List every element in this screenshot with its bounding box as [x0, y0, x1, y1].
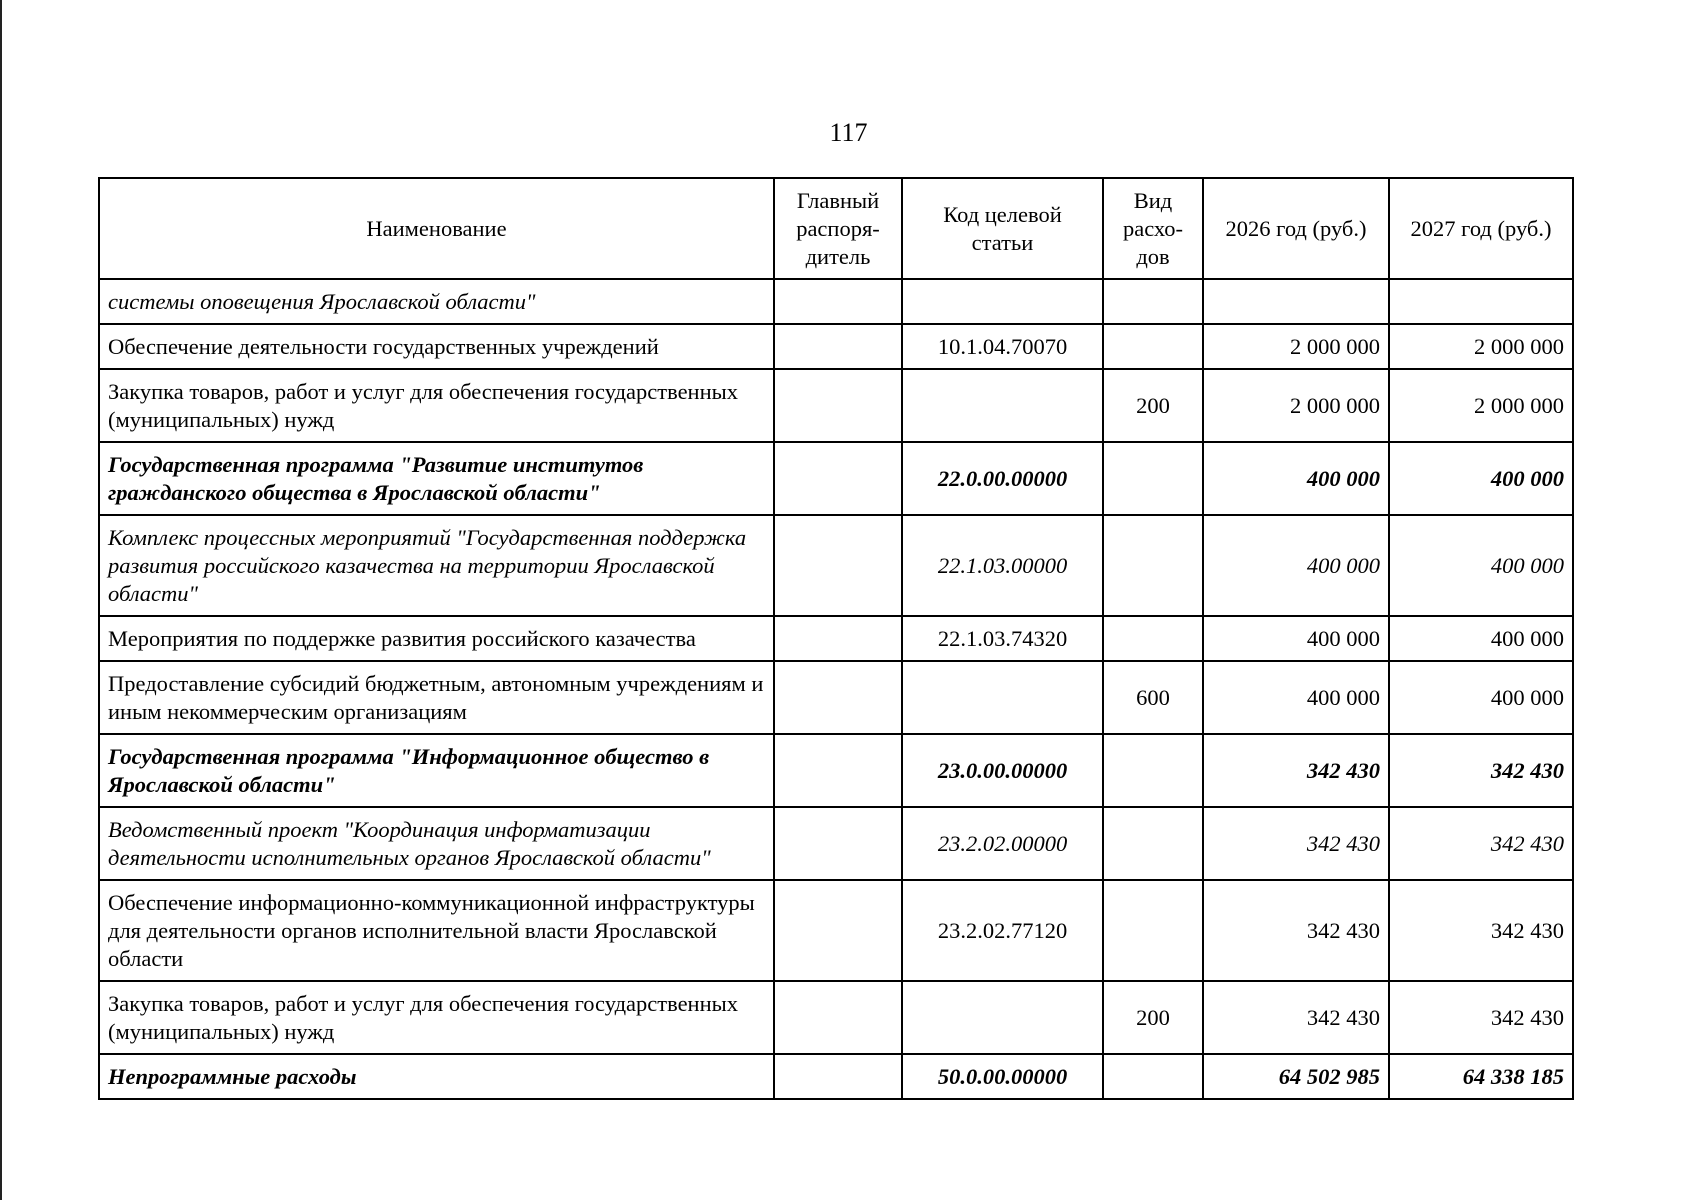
cell-name: Предоставление субсидий бюджетным, автономным учреждениям и иным некоммерческим организациям — [99, 661, 774, 734]
cell-name: Государственная программа "Информационное общество в Ярославской области" — [99, 734, 774, 807]
cell-code: 22.1.03.74320 — [902, 616, 1103, 661]
cell-2026: 400 000 — [1203, 616, 1389, 661]
cell-2027: 342 430 — [1389, 807, 1573, 880]
cell-type: 600 — [1103, 661, 1203, 734]
header-2027: 2027 год (руб.) — [1389, 178, 1573, 279]
cell-2027: 342 430 — [1389, 981, 1573, 1054]
cell-2026: 342 430 — [1203, 880, 1389, 981]
cell-name: Обеспечение информационно-коммуникационной инфраструктуры для деятельности органов исполнительной власти Ярославской области — [99, 880, 774, 981]
cell-dispatcher — [774, 734, 902, 807]
cell-code: 23.2.02.00000 — [902, 807, 1103, 880]
cell-name: системы оповещения Ярославской области" — [99, 279, 774, 324]
cell-dispatcher — [774, 515, 902, 616]
cell-type — [1103, 734, 1203, 807]
cell-dispatcher — [774, 981, 902, 1054]
cell-name: Государственная программа "Развитие институтов гражданского общества в Ярославской области" — [99, 442, 774, 515]
cell-2027: 400 000 — [1389, 661, 1573, 734]
cell-code: 22.1.03.00000 — [902, 515, 1103, 616]
cell-type — [1103, 880, 1203, 981]
header-row — [99, 178, 1573, 279]
header-type: Вид расхо- дов — [1103, 178, 1203, 279]
cell-2026: 400 000 — [1203, 661, 1389, 734]
page-number: 117 — [829, 118, 868, 147]
table-row — [99, 442, 1573, 515]
table-row — [99, 369, 1573, 442]
cell-name: Обеспечение деятельности государственных учреждений — [99, 324, 774, 369]
cell-2027: 64 338 185 — [1389, 1054, 1573, 1099]
cell-code: 10.1.04.70070 — [902, 324, 1103, 369]
cell-name: Ведомственный проект "Координация информатизации деятельности исполнительных органов Ярославской области" — [99, 807, 774, 880]
cell-name: Закупка товаров, работ и услуг для обеспечения государственных (муниципальных) нужд — [99, 981, 774, 1054]
header-code: Код целевой статьи — [902, 178, 1103, 279]
cell-dispatcher — [774, 369, 902, 442]
cell-2026: 400 000 — [1203, 515, 1389, 616]
cell-name: Мероприятия по поддержке развития российского казачества — [99, 616, 774, 661]
cell-2027: 342 430 — [1389, 734, 1573, 807]
budget-table — [98, 177, 1574, 1100]
table-row — [99, 324, 1573, 369]
table-row — [99, 981, 1573, 1054]
scan-edge — [0, 0, 2, 1200]
table-row — [99, 880, 1573, 981]
cell-2026: 64 502 985 — [1203, 1054, 1389, 1099]
cell-code: 22.0.00.00000 — [902, 442, 1103, 515]
cell-code: 50.0.00.00000 — [902, 1054, 1103, 1099]
cell-dispatcher — [774, 807, 902, 880]
header-name: Наименование — [99, 178, 774, 279]
cell-dispatcher — [774, 442, 902, 515]
cell-type: 200 — [1103, 981, 1203, 1054]
cell-type — [1103, 279, 1203, 324]
cell-2027: 400 000 — [1389, 515, 1573, 616]
cell-2027: 400 000 — [1389, 442, 1573, 515]
cell-type — [1103, 324, 1203, 369]
cell-name: Закупка товаров, работ и услуг для обеспечения государственных (муниципальных) нужд — [99, 369, 774, 442]
cell-2026: 342 430 — [1203, 734, 1389, 807]
cell-dispatcher — [774, 880, 902, 981]
cell-2026: 2 000 000 — [1203, 369, 1389, 442]
cell-2026 — [1203, 279, 1389, 324]
table-row — [99, 279, 1573, 324]
cell-2027: 2 000 000 — [1389, 324, 1573, 369]
cell-dispatcher — [774, 1054, 902, 1099]
cell-2027: 400 000 — [1389, 616, 1573, 661]
cell-type — [1103, 515, 1203, 616]
cell-2027 — [1389, 279, 1573, 324]
table-row — [99, 807, 1573, 880]
cell-code — [902, 369, 1103, 442]
cell-dispatcher — [774, 661, 902, 734]
cell-type — [1103, 807, 1203, 880]
table-row — [99, 661, 1573, 734]
cell-dispatcher — [774, 616, 902, 661]
cell-2026: 2 000 000 — [1203, 324, 1389, 369]
header-dispatcher: Главный распоря- дитель — [774, 178, 902, 279]
cell-code: 23.2.02.77120 — [902, 880, 1103, 981]
table-row — [99, 734, 1573, 807]
cell-dispatcher — [774, 324, 902, 369]
cell-type — [1103, 616, 1203, 661]
cell-type: 200 — [1103, 369, 1203, 442]
cell-name: Комплекс процессных мероприятий "Государственная поддержка развития российского казачества на территории Ярославской области" — [99, 515, 774, 616]
cell-2027: 342 430 — [1389, 880, 1573, 981]
cell-code: 23.0.00.00000 — [902, 734, 1103, 807]
cell-type — [1103, 442, 1203, 515]
cell-2026: 400 000 — [1203, 442, 1389, 515]
cell-code — [902, 279, 1103, 324]
cell-2026: 342 430 — [1203, 981, 1389, 1054]
cell-name: Непрограммные расходы — [99, 1054, 774, 1099]
table-row — [99, 616, 1573, 661]
cell-type — [1103, 1054, 1203, 1099]
cell-code — [902, 661, 1103, 734]
cell-2027: 2 000 000 — [1389, 369, 1573, 442]
cell-code — [902, 981, 1103, 1054]
header-2026: 2026 год (руб.) — [1203, 178, 1389, 279]
cell-2026: 342 430 — [1203, 807, 1389, 880]
table-row — [99, 1054, 1573, 1099]
table-row — [99, 515, 1573, 616]
cell-dispatcher — [774, 279, 902, 324]
